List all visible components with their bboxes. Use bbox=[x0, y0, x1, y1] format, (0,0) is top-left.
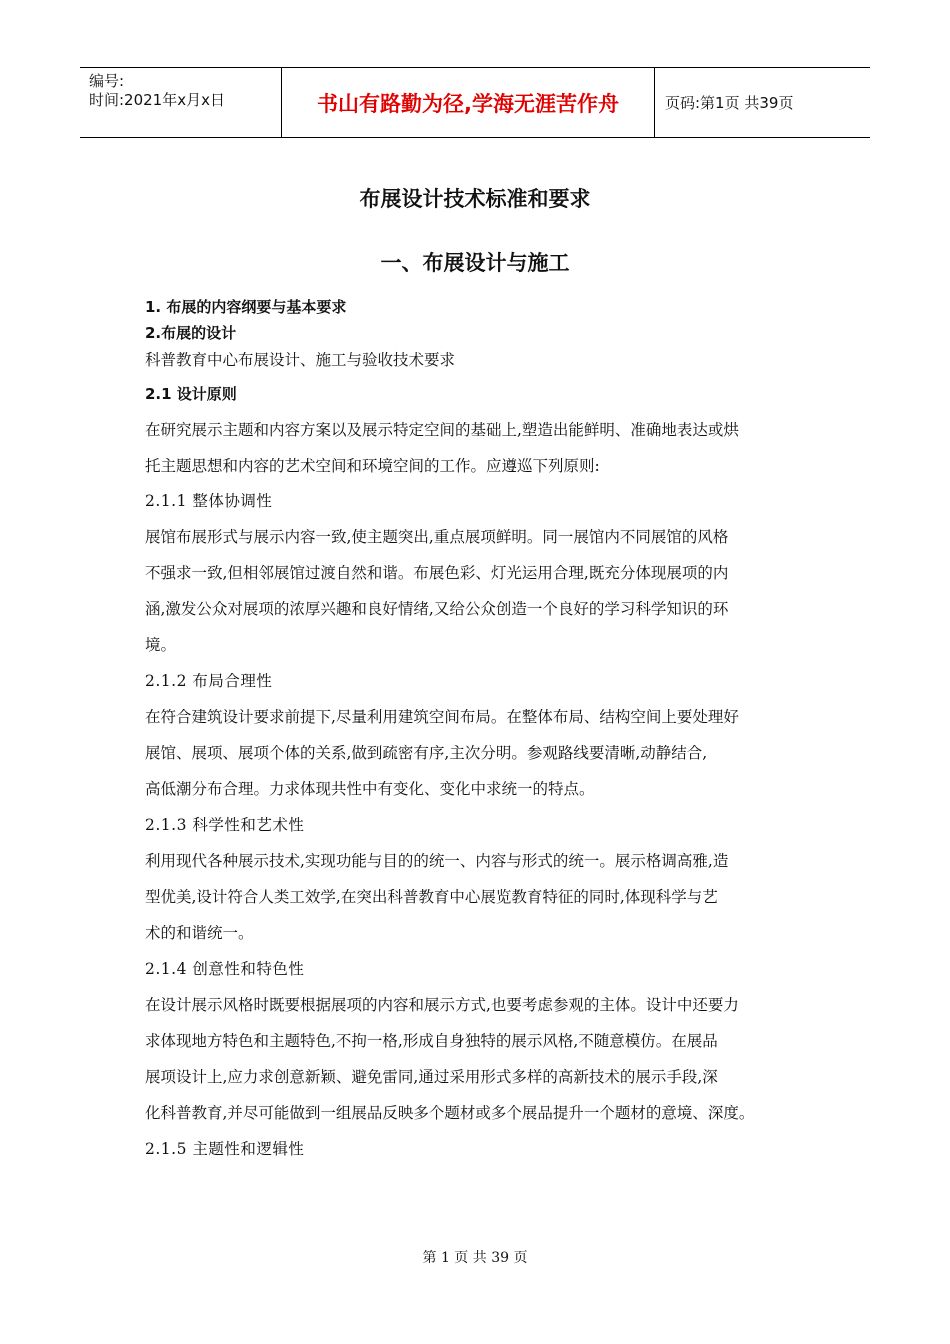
section-title: 一、布展设计与施工 bbox=[380, 251, 570, 275]
heading-2-1-1: 2.1.1 整体协调性 bbox=[145, 492, 273, 510]
page-footer: 第 1 页 共 39 页 bbox=[422, 1250, 528, 1266]
heading-2-1: 2.1 设计原则 bbox=[145, 385, 237, 403]
subtitle-line: 科普教育中心布展设计、施工与验收技术要求 bbox=[145, 351, 456, 369]
header-page-code: 页码:第1页 共39页 bbox=[665, 94, 794, 112]
number-label: 编号: bbox=[89, 72, 125, 90]
heading-2-1-4: 2.1.4 创意性和特色性 bbox=[145, 960, 305, 978]
item-2: 2.布展的设计 bbox=[145, 324, 237, 342]
para-line: 高低潮分布合理。力求体现共性中有变化、变化中求统一的特点。 bbox=[145, 780, 595, 798]
para-line: 术的和谐统一。 bbox=[145, 924, 254, 942]
para-line: 利用现代各种展示技术,实现功能与目的的统一、内容与形式的统一。展示格调高雅,造 bbox=[145, 852, 729, 870]
header-meta bbox=[80, 68, 282, 137]
para-line: 在研究展示主题和内容方案以及展示特定空间的基础上,塑造出能鲜明、准确地表达或烘 bbox=[145, 421, 739, 439]
para-line: 求体现地方特色和主题特色,不拘一格,形成自身独特的展示风格,不随意模仿。在展品 bbox=[145, 1032, 718, 1050]
para-line: 不强求一致,但相邻展馆过渡自然和谐。布展色彩、灯光运用合理,既充分体现展项的内 bbox=[145, 564, 729, 582]
para-line: 展馆、展项、展项个体的关系,做到疏密有序,主次分明。参观路线要清晰,动静结合, bbox=[145, 744, 708, 762]
para-line: 型优美,设计符合人类工效学,在突出科普教育中心展览教育特征的同时,体现科学与艺 bbox=[145, 888, 718, 906]
document-title: 布展设计技术标准和要求 bbox=[359, 187, 591, 211]
para-line: 涵,激发公众对展项的浓厚兴趣和良好情绪,又给公众创造一个良好的学习科学知识的环 bbox=[145, 600, 729, 618]
para-line: 展项设计上,应力求创意新颖、避免雷同,通过采用形式多样的高新技术的展示手段,深 bbox=[145, 1068, 718, 1086]
para-line: 在设计展示风格时既要根据展项的内容和展示方式,也要考虑参观的主体。设计中还要力 bbox=[145, 996, 739, 1014]
page-header bbox=[80, 67, 870, 138]
heading-2-1-5: 2.1.5 主题性和逻辑性 bbox=[145, 1140, 305, 1158]
para-line: 境。 bbox=[145, 636, 177, 654]
para-line: 展馆布展形式与展示内容一致,使主题突出,重点展项鲜明。同一展馆内不同展馆的风格 bbox=[145, 528, 729, 546]
para-line: 托主题思想和内容的艺术空间和环境空间的工作。应遵巡下列原则: bbox=[145, 457, 600, 475]
time-label: 时间:2021年x月x日 bbox=[89, 91, 225, 109]
header-motto: 书山有路勤为径,学海无涯苦作舟 bbox=[282, 68, 655, 137]
heading-2-1-2: 2.1.2 布局合理性 bbox=[145, 672, 273, 690]
para-line: 化科普教育,并尽可能做到一组展品反映多个题材或多个展品提升一个题材的意境、深度。 bbox=[145, 1104, 755, 1122]
para-line: 在符合建筑设计要求前提下,尽量利用建筑空间布局。在整体布局、结构空间上要处理好 bbox=[145, 708, 739, 726]
heading-2-1-3: 2.1.3 科学性和艺术性 bbox=[145, 816, 305, 834]
item-1: 1. 布展的内容纲要与基本要求 bbox=[145, 298, 347, 316]
